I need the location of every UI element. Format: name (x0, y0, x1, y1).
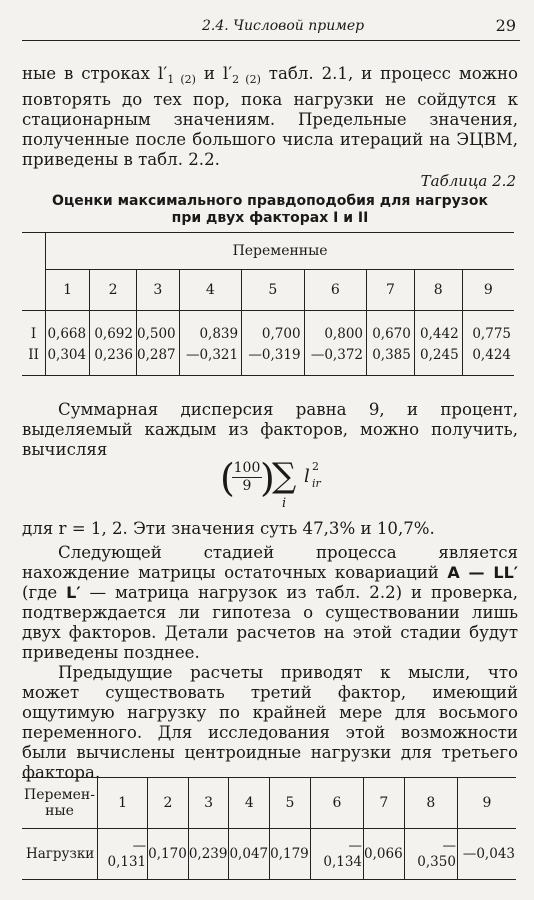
table-cell: 0,245 (414, 344, 462, 376)
table-cell: —0,372 (304, 344, 366, 376)
column-header: 5 (270, 778, 311, 829)
table-caption (22, 193, 518, 227)
table-cell: 0,775 (462, 311, 514, 345)
table-cell: 0,179 (270, 829, 311, 880)
table-cell: —0,043 (457, 829, 516, 880)
table-cell: 0,170 (148, 829, 189, 880)
loading-symbol: l′ (222, 64, 233, 84)
loading-letter: l (304, 466, 310, 487)
column-header: 8 (404, 778, 457, 829)
column-header: 7 (367, 270, 415, 311)
row-label: Нагрузки (26, 846, 95, 862)
factor-label: I (30, 325, 37, 342)
table-cell: 0,500 (136, 311, 179, 345)
column-header: 9 (457, 778, 516, 829)
stub-header-line: Перемен- (24, 787, 95, 803)
stub-cell (22, 270, 46, 311)
text-segment: и (195, 64, 223, 83)
section-title: 2.4. Числовой пример (202, 18, 365, 34)
paragraph-result: для r = 1, 2. Эти значения суть 47,3% и 10,7%. (22, 519, 435, 538)
column-header: 4 (179, 270, 241, 311)
table-cell: 0,442 (414, 311, 462, 345)
caption-line: Оценки максимального правдоподобия для нагрузок (51, 193, 489, 209)
table-cell: —0,350 (404, 829, 457, 880)
paragraph-third-factor: Предыдущие расчеты приводят к мысли, что может существовать третий фактор, имеющий ощутимую нагрузку по крайней мере для восьмого переменного. Для исследования этой возможности были вычислены центроидные нагрузки для третьего фактора. (22, 663, 518, 782)
table-cell: —0,131 (97, 829, 147, 880)
column-header: 2 (148, 778, 189, 829)
table-cell: —0,319 (242, 344, 304, 376)
table-row (22, 829, 516, 880)
column-header: 4 (229, 778, 270, 829)
table-cell: —0,321 (179, 344, 241, 376)
table-cell: 0,287 (136, 344, 179, 376)
paragraph-variance: Суммарная дисперсия равна 9, и процент, выделяемый каждым из факторов, можно получить, вычисляя (22, 400, 518, 459)
table-cell: 0,800 (304, 311, 366, 345)
table-cell: 0,239 (188, 829, 229, 880)
sum-index: i (282, 496, 287, 511)
subscript: ir (312, 477, 321, 490)
caption-line: при двух факторах I и II (171, 210, 369, 226)
paragraph-residual (22, 543, 518, 663)
column-header: 2 (90, 270, 137, 311)
factor-label: II (28, 346, 39, 363)
sum-symbol: ∑ (272, 456, 297, 496)
column-header-row (22, 778, 516, 829)
table-cell: 0,236 (90, 344, 137, 376)
text-segment: — матрица нагрузок из табл. 2.2) и проверка, подтверждается ли гипотеза о существовании лишь двух факторов. Детали расчетов на этой стадии будут приведены позднее. (22, 583, 519, 662)
table-cell: 0,385 (367, 344, 415, 376)
variables-header: Переменные (46, 233, 514, 270)
table-cell: 0,668 (46, 311, 90, 345)
table-cell: 0,839 (179, 311, 241, 345)
right-paren: ) (260, 456, 275, 500)
table-cell: 0,047 (229, 829, 270, 880)
column-header: 6 (304, 270, 366, 311)
centroid-loadings-table (22, 777, 516, 880)
text-segment: (где (22, 583, 67, 602)
column-header: 1 (46, 270, 90, 311)
fraction (232, 460, 262, 494)
page-number: 29 (495, 16, 516, 35)
left-paren: ( (220, 456, 235, 500)
column-header: 1 (97, 778, 147, 829)
loading-subscript: 1 (2) (167, 73, 196, 86)
table-row (22, 311, 514, 345)
table-cell: 0,424 (462, 344, 514, 376)
column-header: 3 (136, 270, 179, 311)
table-label: Таблица 2.2 (420, 172, 516, 190)
loading-subscript: 2 (2) (232, 73, 261, 86)
table-cell: 0,692 (90, 311, 137, 345)
stub-header-line: ные (45, 803, 74, 819)
column-header: 6 (310, 778, 363, 829)
denominator: 9 (242, 478, 252, 494)
column-header: 9 (462, 270, 514, 311)
column-header: 3 (188, 778, 229, 829)
paragraph-continuation (22, 64, 518, 170)
text-segment: табл. 2.1, и процесс можно повторять до тех пор, пока нагрузки не сойдутся к стационарным значениям. Предельные значения, полученные после большого числа итераций на ЭЦВМ, приведены в табл. 2.2. (22, 64, 519, 169)
stub-header (22, 778, 97, 829)
column-header-row (22, 270, 514, 311)
loadings-table (22, 232, 514, 376)
running-header (22, 14, 520, 41)
table-cell: 0,066 (364, 829, 405, 880)
table-cell: —0,134 (310, 829, 363, 880)
matrix-symbol: L′ (66, 583, 81, 602)
superscript: 2 (312, 460, 319, 473)
stub-header (22, 233, 46, 270)
table-row (22, 344, 514, 376)
column-header: 5 (242, 270, 304, 311)
column-header: 7 (364, 778, 405, 829)
text-segment: ные в строках (22, 64, 158, 83)
loading-symbol: l′ (157, 64, 168, 84)
table-cell: 0,700 (242, 311, 304, 345)
table-cell: 0,304 (46, 344, 90, 376)
matrix-expression: A — LL′ (447, 563, 518, 582)
text-segment: Следующей стадией процесса является нахождение матрицы остаточных ковариаций (22, 543, 518, 582)
table-cell: 0,670 (367, 311, 415, 345)
loading-term (304, 460, 321, 490)
numerator: 100 (233, 460, 261, 476)
column-header: 8 (414, 270, 462, 311)
